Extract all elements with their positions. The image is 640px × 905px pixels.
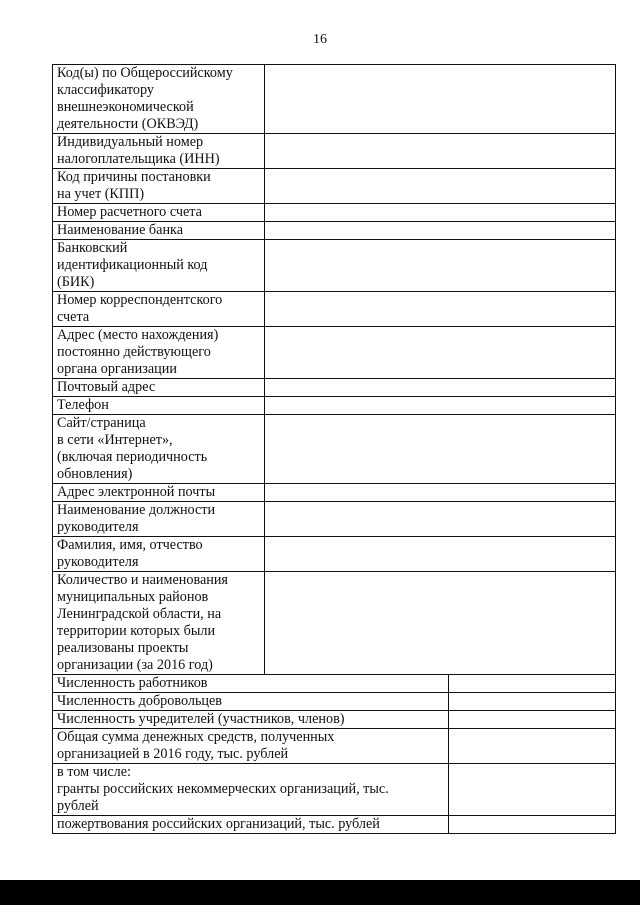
table-row (53, 537, 616, 572)
field-value[interactable] (265, 134, 616, 169)
field-value[interactable] (265, 502, 616, 537)
field-label-line: территории которых были (57, 623, 216, 639)
table-row (53, 327, 616, 379)
field-label-line: в том числе: (57, 764, 131, 780)
field-value[interactable] (265, 204, 616, 222)
field-label-line: Телефон (57, 397, 109, 413)
field-label (53, 169, 265, 204)
field-value[interactable] (265, 292, 616, 327)
field-label (53, 572, 265, 675)
table-row (53, 484, 616, 502)
field-label-line: налогоплательщика (ИНН) (57, 151, 220, 167)
field-label-line: Номер корреспондентского (57, 292, 223, 308)
field-label (53, 240, 265, 292)
field-label (53, 484, 265, 502)
page-number: 16 (313, 32, 327, 47)
field-label-line: органа организации (57, 361, 177, 377)
field-label-line: Ленинградской области, на (57, 606, 222, 622)
table-row (53, 711, 616, 729)
field-label-line: Адрес (место нахождения) (57, 327, 219, 343)
field-value[interactable] (265, 240, 616, 292)
field-label (53, 415, 265, 484)
table-row (53, 222, 616, 240)
field-label-line: рублей (57, 798, 99, 814)
field-value[interactable] (449, 711, 616, 729)
field-label-line: на учет (КПП) (57, 186, 145, 202)
field-label-line: руководителя (57, 554, 139, 570)
field-label (53, 764, 449, 816)
table-row (53, 397, 616, 415)
field-label-line: деятельности (ОКВЭД) (57, 116, 199, 132)
field-label (53, 397, 265, 415)
field-label-line: Сайт/страница (57, 415, 146, 431)
table-row (53, 729, 616, 764)
field-value[interactable] (449, 729, 616, 764)
scan-bottom-border (0, 880, 640, 905)
field-value[interactable] (265, 537, 616, 572)
field-label-line: счета (57, 309, 90, 325)
field-label-line: Индивидуальный номер (57, 134, 204, 150)
table-row (53, 169, 616, 204)
field-label-line: Наименование должности (57, 502, 216, 518)
field-label-line: внешнеэкономической (57, 99, 194, 115)
table-row (53, 816, 616, 834)
field-label-line: (включая периодичность (57, 449, 208, 465)
field-value[interactable] (449, 764, 616, 816)
field-label (53, 292, 265, 327)
field-label-line: гранты российских некоммерческих организаций, тыс. (57, 781, 389, 797)
table-row (53, 240, 616, 292)
table-row (53, 292, 616, 327)
field-label (53, 693, 449, 711)
field-label (53, 65, 265, 134)
field-label-line: Адрес электронной почты (57, 484, 216, 500)
field-label-line: Код(ы) по Общероссийскому (57, 65, 233, 81)
field-value[interactable] (265, 415, 616, 484)
table-row (53, 65, 616, 134)
field-label-line: муниципальных районов (57, 589, 209, 605)
field-label-line: постоянно действующего (57, 344, 211, 360)
field-label-line: организацией в 2016 году, тыс. рублей (57, 746, 289, 762)
field-value[interactable] (265, 222, 616, 240)
field-value[interactable] (265, 379, 616, 397)
field-value[interactable] (265, 572, 616, 675)
field-label (53, 222, 265, 240)
field-label-line: в сети «Интернет», (57, 432, 173, 448)
field-value[interactable] (265, 484, 616, 502)
table-row (53, 693, 616, 711)
table-row (53, 134, 616, 169)
table-row (53, 675, 616, 693)
field-label-line: Численность добровольцев (57, 693, 222, 709)
table-row (53, 379, 616, 397)
table-row (53, 415, 616, 484)
field-label-line: идентификационный код (57, 257, 208, 273)
table-row (53, 764, 616, 816)
field-label (53, 675, 449, 693)
field-label (53, 379, 265, 397)
field-label-line: руководителя (57, 519, 139, 535)
field-label (53, 537, 265, 572)
field-label-line: Банковский (57, 240, 128, 256)
table-row (53, 502, 616, 537)
field-label-line: Фамилия, имя, отчество (57, 537, 203, 553)
field-label-line: Наименование банка (57, 222, 184, 238)
field-label-line: Номер расчетного счета (57, 204, 202, 220)
field-label-line: Код причины постановки (57, 169, 211, 185)
field-label (53, 711, 449, 729)
field-label-line: пожертвования российских организаций, тыс. рублей (57, 816, 380, 832)
field-label-line: (БИК) (57, 274, 95, 290)
field-value[interactable] (449, 675, 616, 693)
field-label-line: Численность работников (57, 675, 208, 691)
field-value[interactable] (265, 397, 616, 415)
field-value[interactable] (265, 327, 616, 379)
table-row (53, 204, 616, 222)
field-label-line: обновления) (57, 466, 133, 482)
field-label-line: Почтовый адрес (57, 379, 156, 395)
field-label-line: Общая сумма денежных средств, полученных (57, 729, 335, 745)
field-label-line: Количество и наименования (57, 572, 228, 588)
field-value[interactable] (449, 693, 616, 711)
table-row (53, 572, 616, 675)
field-label (53, 502, 265, 537)
field-value[interactable] (265, 65, 616, 134)
field-label-line: реализованы проекты (57, 640, 189, 656)
organization-info-table (52, 64, 616, 834)
field-label-line: классификатору (57, 82, 154, 98)
field-value[interactable] (265, 169, 616, 204)
field-label (53, 816, 449, 834)
field-label-line: организации (за 2016 год) (57, 657, 213, 673)
field-label (53, 134, 265, 169)
field-label (53, 327, 265, 379)
field-label (53, 729, 449, 764)
field-value[interactable] (449, 816, 616, 834)
field-label (53, 204, 265, 222)
field-label-line: Численность учредителей (участников, членов) (57, 711, 345, 727)
